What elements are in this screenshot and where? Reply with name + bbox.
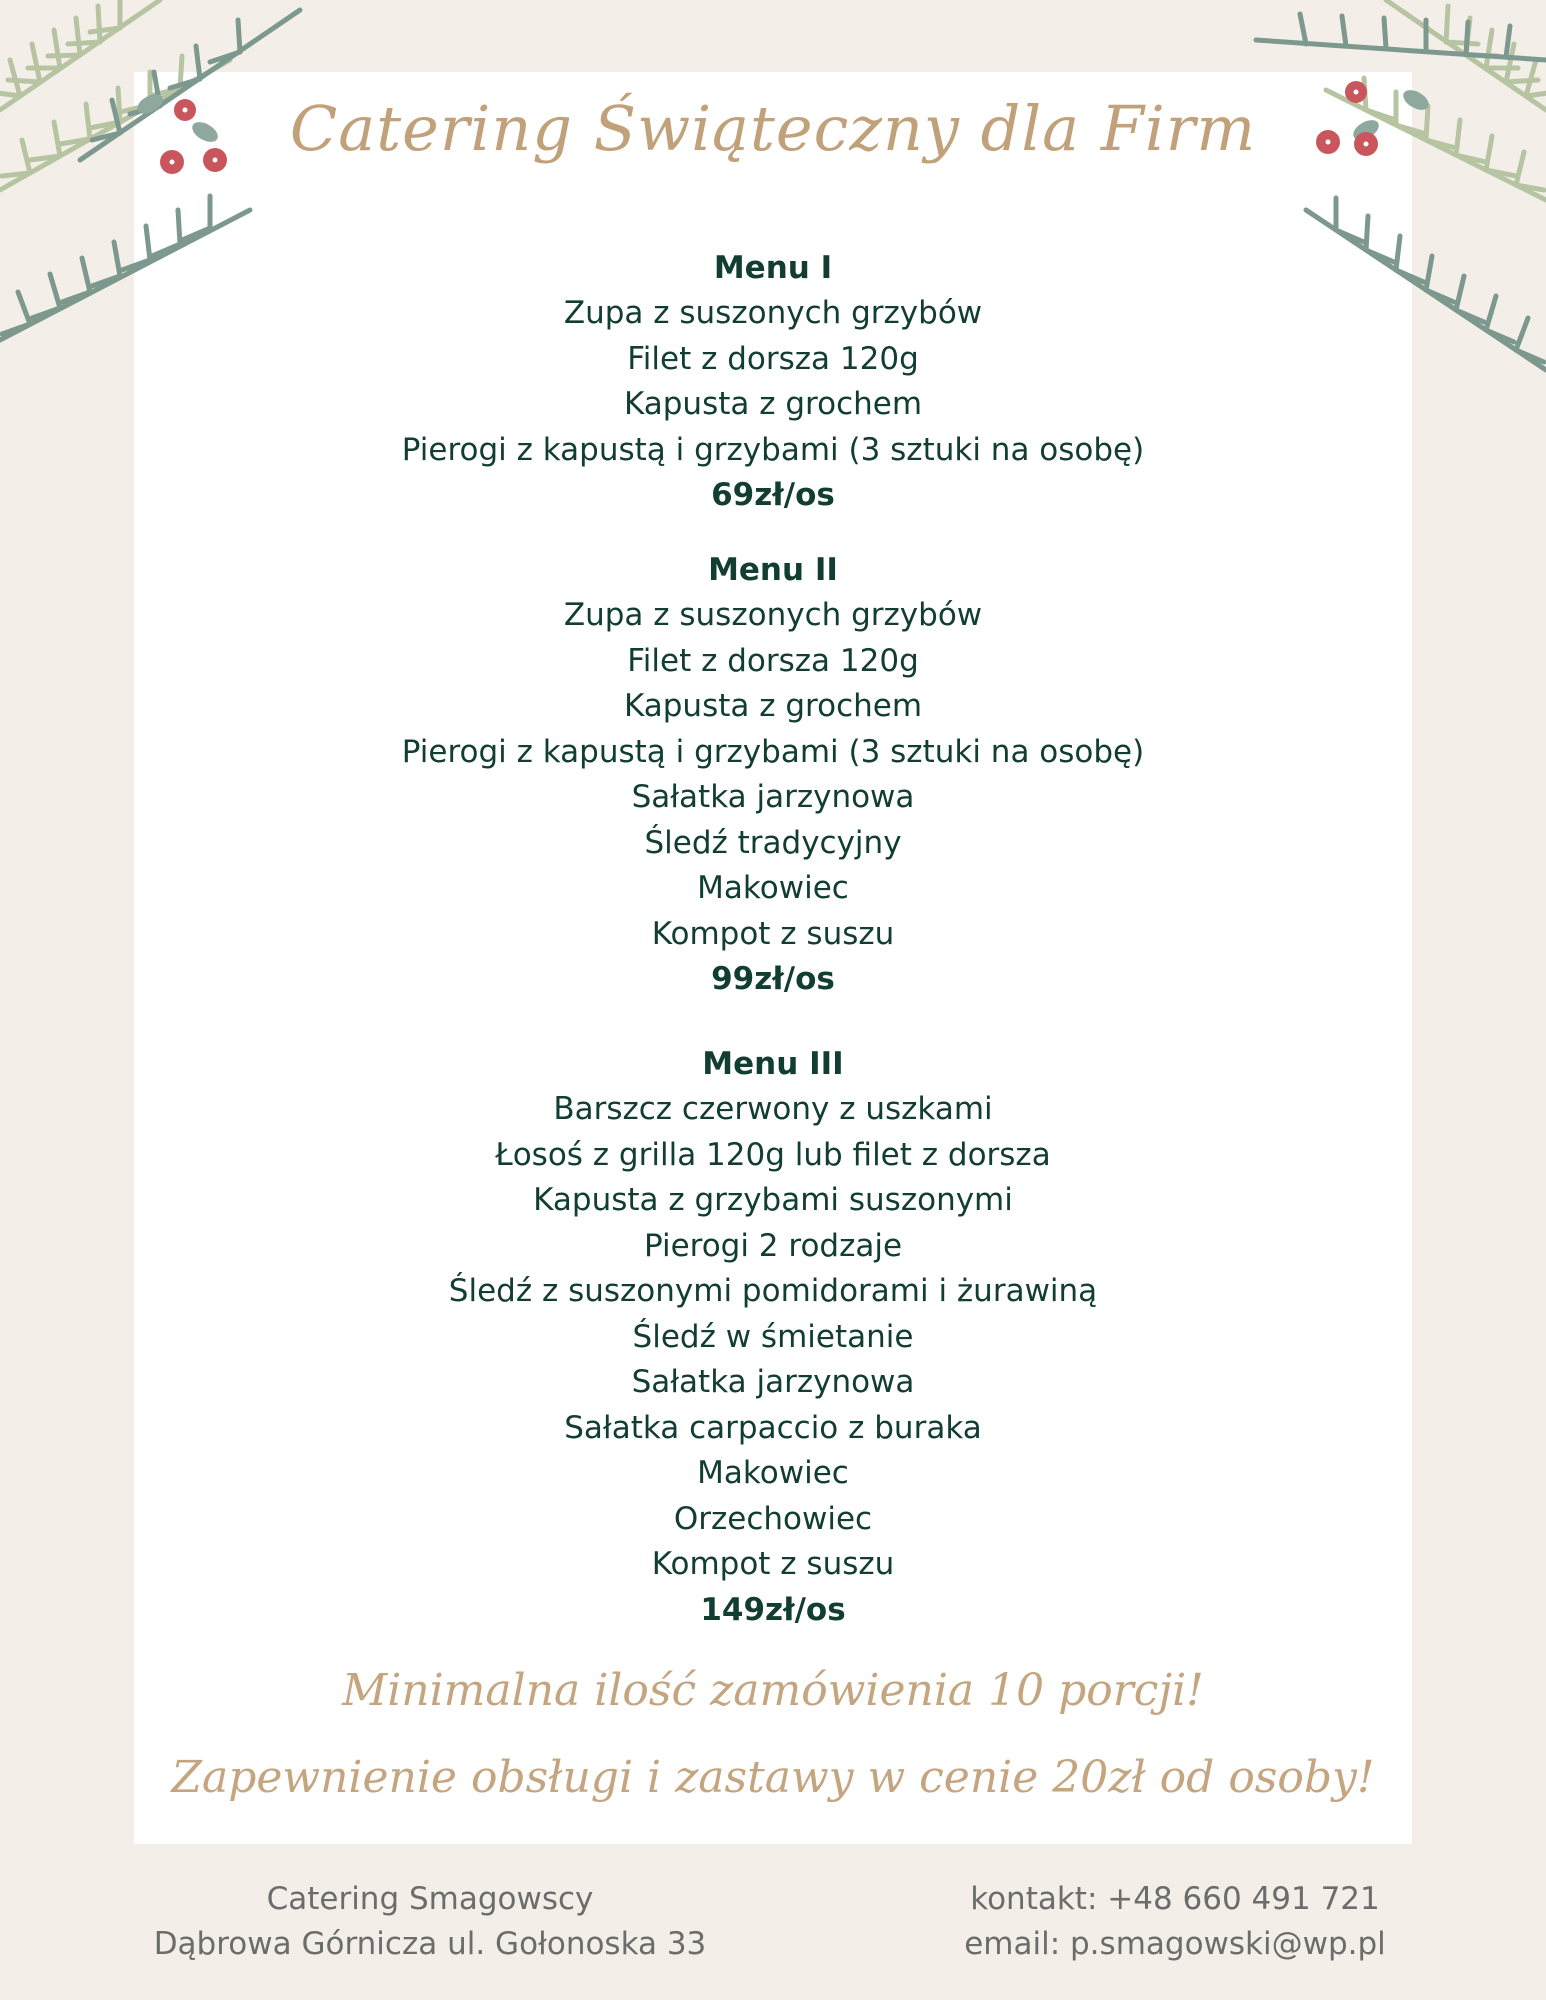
menu-heading: Menu II bbox=[708, 552, 838, 588]
menu-item: Filet z dorsza 120g bbox=[627, 642, 919, 679]
menu-item: Śledź z suszonymi pomidorami i żurawiną bbox=[448, 1273, 1098, 1309]
company-name: Catering Smagowscy bbox=[266, 1881, 594, 1917]
menu-price: 99zł/os bbox=[711, 961, 835, 997]
menu-item: Makowiec bbox=[697, 1455, 849, 1491]
menu-item: Filet z dorsza 120g bbox=[627, 340, 919, 377]
menu-block-2 bbox=[0, 548, 1546, 1002]
menu-item: Orzechowiec bbox=[673, 1500, 873, 1537]
menu-price: 149zł/os bbox=[700, 1591, 846, 1628]
menu-list bbox=[0, 246, 1546, 1663]
service-note: Zapewnienie obsługi i zastawy w cenie 20zł od osoby! bbox=[171, 1752, 1375, 1803]
menu-item: Sałatka carpaccio z buraka bbox=[564, 1409, 982, 1446]
menu-item: Pierogi 2 rodzaje bbox=[643, 1227, 903, 1264]
menu-item: Zupa z suszonych grzybów bbox=[563, 295, 983, 331]
menu-item: Pierogi z kapustą i grzybami (3 sztuki na osobę) bbox=[401, 431, 1145, 468]
menu-item: Makowiec bbox=[697, 870, 849, 906]
menu-price: 69zł/os bbox=[711, 477, 835, 513]
company-address: Dąbrowa Górnicza ul. Gołonoska 33 bbox=[153, 1926, 707, 1962]
menu-item: Śledź w śmietanie bbox=[632, 1318, 914, 1355]
minimum-order-note: Minimalna ilość zamówienia 10 porcji! bbox=[342, 1665, 1204, 1716]
menu-item: Sałatka jarzynowa bbox=[631, 779, 915, 815]
menu-item: Barszcz czerwony z uszkami bbox=[553, 1091, 993, 1127]
menu-item: Kompot z suszu bbox=[651, 1546, 895, 1582]
page-title: Catering Świąteczny dla Firm bbox=[289, 92, 1257, 165]
menu-item: Zupa z suszonych grzybów bbox=[563, 597, 983, 633]
menu-item: Kapusta z grochem bbox=[623, 386, 923, 422]
menu-heading: Menu I bbox=[713, 250, 833, 286]
menu-item: Sałatka jarzynowa bbox=[631, 1364, 915, 1400]
contact-email: email: p.smagowski@wp.pl bbox=[964, 1926, 1386, 1962]
contact-phone: kontakt: +48 660 491 721 bbox=[970, 1881, 1380, 1917]
menu-item: Kompot z suszu bbox=[651, 915, 895, 952]
footer-contact-info bbox=[950, 1877, 1400, 1967]
menu-item: Kapusta z grochem bbox=[623, 688, 923, 724]
menu-item: Pierogi z kapustą i grzybami (3 sztuki na osobę) bbox=[401, 733, 1145, 770]
menu-item: Łosoś z grilla 120g lub filet z dorsza bbox=[495, 1136, 1051, 1173]
footer-company-info bbox=[140, 1877, 720, 1967]
menu-block-1 bbox=[0, 246, 1546, 518]
menu-block-3 bbox=[0, 1042, 1546, 1633]
menu-heading: Menu III bbox=[702, 1046, 844, 1082]
menu-item: Kapusta z grzybami suszonymi bbox=[533, 1182, 1013, 1218]
menu-item: Śledź tradycyjny bbox=[644, 824, 902, 861]
